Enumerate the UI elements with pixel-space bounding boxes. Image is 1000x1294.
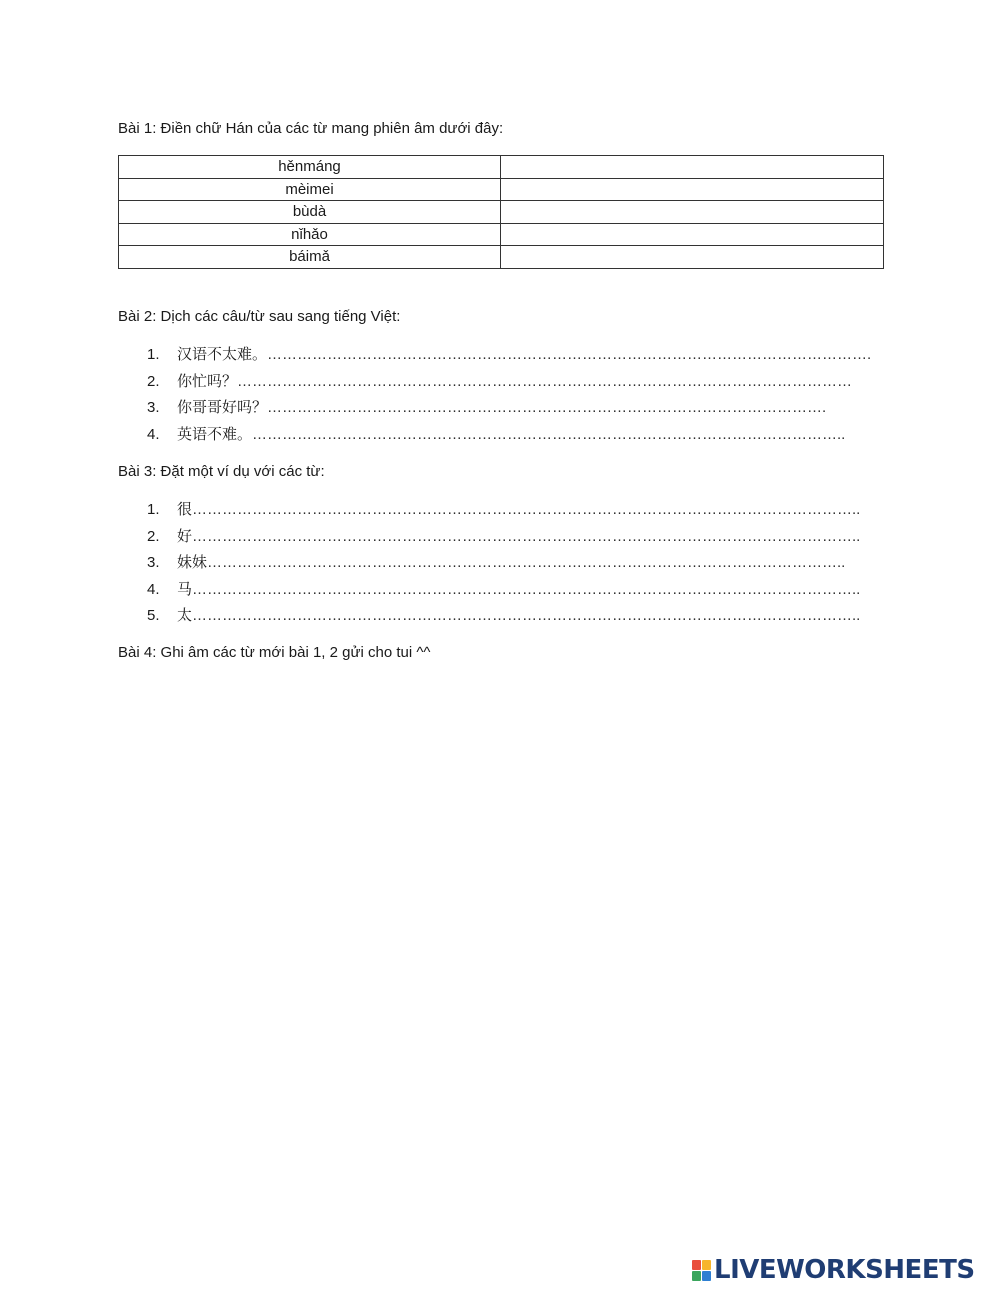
pinyin-cell: nǐhǎo bbox=[119, 223, 501, 246]
exercise-3-title: Bài 3: Đặt một ví dụ với các từ: bbox=[118, 463, 325, 480]
chinese-sentence: 你忙吗？ bbox=[177, 371, 238, 390]
chinese-sentence: 你哥哥好吗？ bbox=[177, 398, 268, 416]
answer-line[interactable]: …………………………………………………………………………………………………………… bbox=[237, 372, 853, 390]
pinyin-cell: hěnmáng bbox=[119, 156, 501, 179]
chinese-word: 太 bbox=[177, 606, 193, 624]
list-item bbox=[147, 549, 860, 576]
exercise-2-title: Bài 2: Dịch các câu/từ sau sang tiếng Việt: bbox=[118, 308, 401, 325]
answer-line[interactable]: …………………………………………………………………………………………………………………….. bbox=[192, 607, 861, 624]
list-item bbox=[147, 576, 860, 603]
answer-line[interactable]: …………………………………………………………………………………………………………. bbox=[267, 346, 872, 363]
chinese-word: 很 bbox=[177, 500, 193, 518]
example-list bbox=[147, 496, 860, 629]
answer-line[interactable]: ……………………………………………………………………………………………………………….. bbox=[207, 554, 846, 571]
answer-cell[interactable] bbox=[501, 201, 884, 224]
list-item bbox=[147, 341, 871, 368]
item-number: 1. bbox=[147, 501, 160, 518]
pinyin-cell: báimǎ bbox=[119, 246, 501, 269]
list-item bbox=[147, 368, 871, 395]
list-item bbox=[147, 523, 860, 550]
list-item bbox=[147, 421, 871, 448]
chinese-word: 妹妹 bbox=[177, 553, 208, 571]
exercise-1-title: Bài 1: Điền chữ Hán của các từ mang phiên âm dưới đây: bbox=[118, 120, 504, 137]
answer-cell[interactable] bbox=[501, 246, 884, 269]
logo-square bbox=[702, 1260, 711, 1270]
liveworksheets-logo bbox=[692, 1255, 975, 1285]
item-number: 2. bbox=[147, 372, 160, 390]
logo-square bbox=[692, 1260, 701, 1270]
item-number: 3. bbox=[147, 554, 160, 571]
pinyin-cell: bùdà bbox=[119, 201, 501, 224]
list-item bbox=[147, 602, 860, 629]
answer-line[interactable]: …………………………………………………………………………………………………………………….. bbox=[192, 527, 861, 545]
exercise-4-title: Bài 4: Ghi âm các từ mới bài 1, 2 gửi cho tui ^^ bbox=[118, 644, 431, 661]
item-number: 5. bbox=[147, 607, 160, 624]
item-number: 4. bbox=[147, 580, 160, 598]
logo-grid-icon bbox=[692, 1260, 711, 1281]
list-item bbox=[147, 496, 860, 523]
answer-cell[interactable] bbox=[501, 178, 884, 201]
table-row bbox=[119, 223, 884, 246]
pinyin-table bbox=[118, 155, 884, 269]
answer-cell[interactable] bbox=[501, 156, 884, 179]
answer-line[interactable]: ……………………………………………………………………………………………………….. bbox=[252, 425, 846, 443]
chinese-sentence: 汉语不太难。 bbox=[177, 345, 268, 363]
logo-square bbox=[702, 1271, 711, 1281]
item-number: 4. bbox=[147, 425, 160, 443]
item-number: 1. bbox=[147, 346, 160, 363]
chinese-sentence: 英语不难。 bbox=[177, 424, 253, 443]
table-row bbox=[119, 156, 884, 179]
translation-list bbox=[147, 341, 871, 447]
table-row bbox=[119, 178, 884, 201]
answer-line[interactable]: …………………………………………………………………………………………………. bbox=[267, 399, 827, 416]
item-number: 2. bbox=[147, 527, 160, 545]
answer-line[interactable]: …………………………………………………………………………………………………………………….. bbox=[192, 501, 861, 518]
answer-cell[interactable] bbox=[501, 223, 884, 246]
pinyin-cell: mèimei bbox=[119, 178, 501, 201]
logo-square bbox=[692, 1271, 701, 1281]
logo-text: LIVEWORKSHEETS bbox=[714, 1255, 975, 1285]
item-number: 3. bbox=[147, 399, 160, 416]
table-row bbox=[119, 246, 884, 269]
chinese-word: 马 bbox=[177, 579, 193, 598]
answer-line[interactable]: …………………………………………………………………………………………………………………….. bbox=[192, 580, 861, 598]
list-item bbox=[147, 394, 871, 421]
table-row bbox=[119, 201, 884, 224]
chinese-word: 好 bbox=[177, 526, 193, 545]
